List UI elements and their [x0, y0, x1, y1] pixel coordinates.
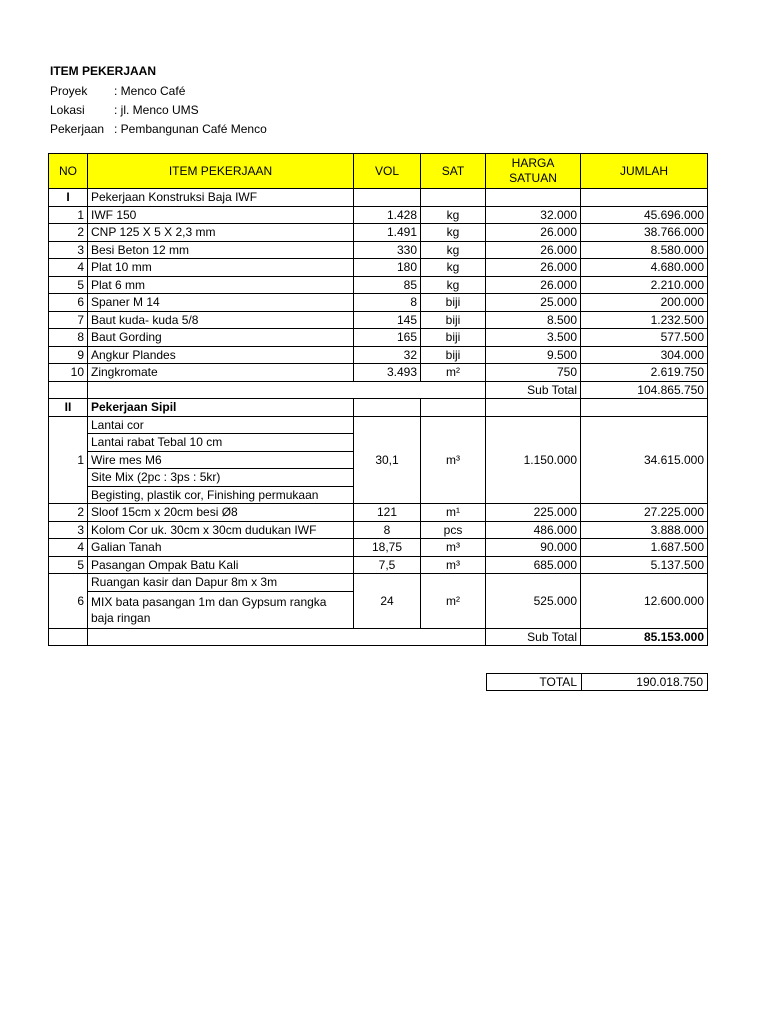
subtotal-label: Sub Total [486, 381, 581, 399]
work-line [50, 120, 267, 139]
grand-total-row [487, 674, 708, 691]
col-header-vol: VOL [354, 154, 421, 189]
row-item: CNP 125 X 5 X 2,3 mm [88, 224, 354, 242]
col-header-harga: HARGA SATUAN [486, 154, 581, 189]
row-sat: kg [421, 259, 486, 277]
row-sat: m³ [421, 539, 486, 557]
row-harga: 9.500 [486, 346, 581, 364]
row-jumlah: 577.500 [581, 329, 708, 347]
row-item-line: Site Mix (2pc : 3ps : 5kr) [88, 469, 354, 487]
table-row [49, 539, 708, 557]
row-jumlah: 2.619.750 [581, 364, 708, 382]
row-harga: 750 [486, 364, 581, 382]
table-row [49, 556, 708, 574]
row-harga: 25.000 [486, 294, 581, 312]
table-row [49, 416, 708, 434]
row-sat: biji [421, 311, 486, 329]
row-item: Spaner M 14 [88, 294, 354, 312]
empty-cell [49, 628, 88, 646]
subtotal-value: 85.153.000 [581, 628, 708, 646]
row-vol: 8 [354, 294, 421, 312]
row-jumlah: 8.580.000 [581, 241, 708, 259]
row-vol: 18,75 [354, 539, 421, 557]
row-sat: kg [421, 241, 486, 259]
subtotal-row [49, 628, 708, 646]
row-no: 3 [49, 241, 88, 259]
row-vol: 30,1 [354, 416, 421, 504]
empty-cell [354, 399, 421, 417]
row-jumlah: 304.000 [581, 346, 708, 364]
empty-cell [88, 381, 486, 399]
row-harga: 8.500 [486, 311, 581, 329]
col-header-item: ITEM PEKERJAAN [88, 154, 354, 189]
row-sat: biji [421, 329, 486, 347]
row-no: 7 [49, 311, 88, 329]
row-no: 1 [49, 206, 88, 224]
row-harga: 26.000 [486, 259, 581, 277]
row-vol: 1.428 [354, 206, 421, 224]
row-harga: 3.500 [486, 329, 581, 347]
empty-cell [421, 189, 486, 207]
row-jumlah: 4.680.000 [581, 259, 708, 277]
empty-cell [354, 189, 421, 207]
table-header-row [49, 154, 708, 189]
row-vol: 7,5 [354, 556, 421, 574]
row-sat: m³ [421, 416, 486, 504]
row-jumlah: 200.000 [581, 294, 708, 312]
empty-cell [88, 628, 486, 646]
row-harga: 685.000 [486, 556, 581, 574]
row-vol: 32 [354, 346, 421, 364]
table-row [49, 259, 708, 277]
location-line [50, 101, 267, 120]
row-jumlah: 1.687.500 [581, 539, 708, 557]
row-item-line: Wire mes M6 [88, 451, 354, 469]
row-sat: kg [421, 206, 486, 224]
row-item: Galian Tanah [88, 539, 354, 557]
row-sat: m² [421, 574, 486, 629]
row-harga: 26.000 [486, 276, 581, 294]
row-sat: pcs [421, 521, 486, 539]
table-row [49, 574, 708, 592]
table-row [49, 206, 708, 224]
row-no: 1 [49, 416, 88, 504]
row-vol: 180 [354, 259, 421, 277]
location-label: Lokasi [50, 103, 85, 117]
row-item: Zingkromate [88, 364, 354, 382]
row-harga: 225.000 [486, 504, 581, 522]
row-item: Plat 6 mm [88, 276, 354, 294]
col-header-sat: SAT [421, 154, 486, 189]
table-row [49, 504, 708, 522]
row-vol: 8 [354, 521, 421, 539]
row-jumlah: 45.696.000 [581, 206, 708, 224]
work-value: : Pembangunan Café Menco [114, 122, 267, 136]
row-item: Angkur Plandes [88, 346, 354, 364]
table-row [49, 276, 708, 294]
row-jumlah: 5.137.500 [581, 556, 708, 574]
subtotal-value: 104.865.750 [581, 381, 708, 399]
row-no: 5 [49, 276, 88, 294]
table-row [49, 241, 708, 259]
row-sat: kg [421, 276, 486, 294]
project-info [50, 82, 267, 139]
section-no: II [49, 399, 88, 417]
total-value: 190.018.750 [582, 674, 708, 691]
section-title: Pekerjaan Sipil [88, 399, 354, 417]
row-harga: 1.150.000 [486, 416, 581, 504]
row-harga: 486.000 [486, 521, 581, 539]
row-no: 2 [49, 504, 88, 522]
row-harga: 32.000 [486, 206, 581, 224]
row-sat: m¹ [421, 504, 486, 522]
row-vol: 330 [354, 241, 421, 259]
row-jumlah: 38.766.000 [581, 224, 708, 242]
row-harga: 525.000 [486, 574, 581, 629]
row-item: IWF 150 [88, 206, 354, 224]
row-no: 5 [49, 556, 88, 574]
empty-cell [581, 189, 708, 207]
row-jumlah: 12.600.000 [581, 574, 708, 629]
row-sat: biji [421, 294, 486, 312]
row-item-line: Ruangan kasir dan Dapur 8m x 3m [88, 574, 354, 592]
section-row [49, 399, 708, 417]
section-row [49, 189, 708, 207]
row-sat: kg [421, 224, 486, 242]
boq-table [48, 153, 708, 646]
row-item: Baut kuda- kuda 5/8 [88, 311, 354, 329]
empty-cell [486, 399, 581, 417]
empty-cell [421, 399, 486, 417]
work-label: Pekerjaan [50, 122, 105, 136]
row-vol: 165 [354, 329, 421, 347]
row-item-line: Lantai cor [88, 416, 354, 434]
document-title: ITEM PEKERJAAN [50, 64, 157, 78]
row-jumlah: 34.615.000 [581, 416, 708, 504]
row-vol: 3.493 [354, 364, 421, 382]
table-row [49, 521, 708, 539]
row-item: Pasangan Ompak Batu Kali [88, 556, 354, 574]
row-vol: 1.491 [354, 224, 421, 242]
row-no: 10 [49, 364, 88, 382]
row-sat: m³ [421, 556, 486, 574]
row-jumlah: 3.888.000 [581, 521, 708, 539]
project-label: Proyek [50, 84, 88, 98]
empty-cell [49, 381, 88, 399]
row-harga: 26.000 [486, 241, 581, 259]
empty-cell [486, 189, 581, 207]
row-item: Plat 10 mm [88, 259, 354, 277]
row-vol: 85 [354, 276, 421, 294]
row-vol: 24 [354, 574, 421, 629]
project-value: : Menco Café [114, 84, 186, 98]
row-no: 4 [49, 539, 88, 557]
row-no: 2 [49, 224, 88, 242]
subtotal-row [49, 381, 708, 399]
location-value: : jl. Menco UMS [114, 103, 199, 117]
row-item-line: Begisting, plastik cor, Finishing permukaan [88, 486, 354, 504]
row-item-line: Lantai rabat Tebal 10 cm [88, 434, 354, 452]
row-jumlah: 1.232.500 [581, 311, 708, 329]
row-no: 9 [49, 346, 88, 364]
subtotal-label: Sub Total [486, 628, 581, 646]
row-item: Besi Beton 12 mm [88, 241, 354, 259]
col-header-jumlah: JUMLAH [581, 154, 708, 189]
section-title: Pekerjaan Konstruksi Baja IWF [88, 189, 354, 207]
row-item: Sloof 15cm x 20cm besi Ø8 [88, 504, 354, 522]
row-no: 3 [49, 521, 88, 539]
row-no: 6 [49, 294, 88, 312]
row-item-line: MIX bata pasangan 1m dan Gypsum rangka baja ringan [88, 591, 354, 628]
row-item: Baut Gording [88, 329, 354, 347]
row-jumlah: 2.210.000 [581, 276, 708, 294]
section-no: I [49, 189, 88, 207]
row-no: 6 [49, 574, 88, 629]
col-header-no: NO [49, 154, 88, 189]
row-vol: 121 [354, 504, 421, 522]
table-row [49, 224, 708, 242]
table-row [49, 364, 708, 382]
row-vol: 145 [354, 311, 421, 329]
project-line [50, 82, 267, 101]
row-harga: 90.000 [486, 539, 581, 557]
grand-total-table [486, 673, 708, 691]
table-row [49, 346, 708, 364]
row-sat: biji [421, 346, 486, 364]
row-no: 8 [49, 329, 88, 347]
table-row [49, 294, 708, 312]
total-label: TOTAL [487, 674, 582, 691]
row-no: 4 [49, 259, 88, 277]
table-row [49, 311, 708, 329]
row-harga: 26.000 [486, 224, 581, 242]
row-sat: m² [421, 364, 486, 382]
empty-cell [581, 399, 708, 417]
table-row [49, 329, 708, 347]
row-jumlah: 27.225.000 [581, 504, 708, 522]
row-item: Kolom Cor uk. 30cm x 30cm dudukan IWF [88, 521, 354, 539]
